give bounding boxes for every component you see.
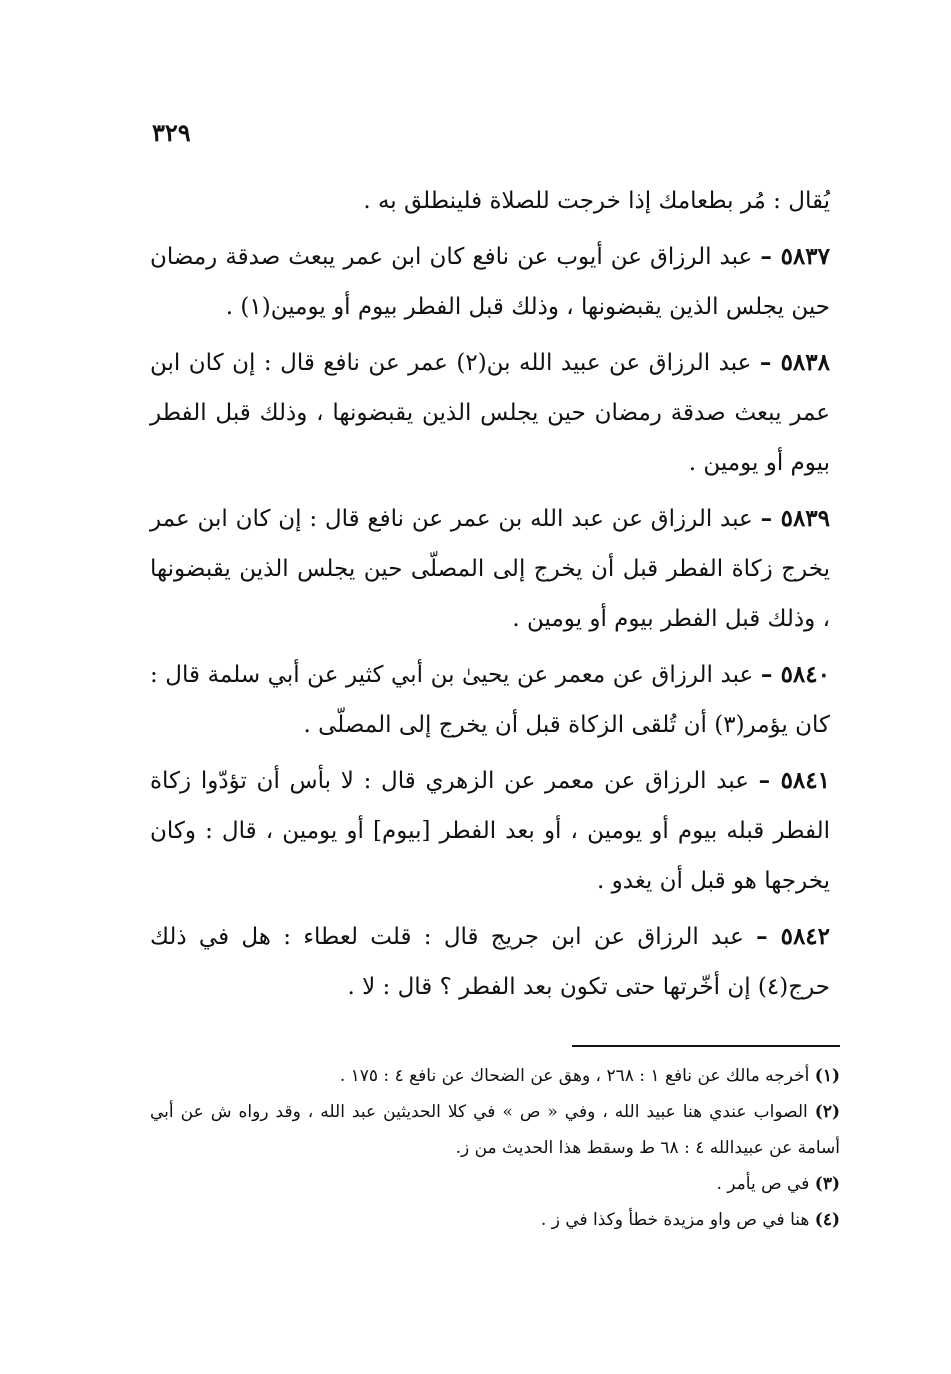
footnote-text: الصواب عندي هنا عبيد الله ، وفي « ص » في كلا الحديثين عبد الله ، وقد رواه ش عن أبي أسامة عن عبيدالله ٤ : ٦٨ ط وسقط هذا الحديث من ز. (150, 1102, 840, 1158)
hadith-paragraph (150, 494, 830, 644)
hadith-paragraph (150, 176, 830, 226)
footnote-number: (٢) (814, 1102, 840, 1122)
paragraph-text: عبد الرزاق عن ابن جريج قال : قلت لعطاء : هل في ذلك حرج(٤) إن أخّرتها حتى تكون بعد الفطر ؟ قال : لا . (150, 924, 830, 1000)
footnote (150, 1058, 840, 1094)
paragraph-text: يُقال : مُر بطعامك إذا خرجت للصلاة فلينطلق به . (363, 188, 830, 214)
footnote-text: أخرجه مالك عن نافع ١ : ٢٦٨ ، وهق عن الضحاك عن نافع ٤ : ١٧٥ . (339, 1066, 810, 1086)
footnote-number: (٣) (814, 1174, 840, 1194)
footnote-divider (572, 1045, 840, 1047)
hadith-paragraph (150, 650, 830, 750)
hadith-paragraph (150, 756, 830, 906)
footnote-number: (١) (814, 1066, 840, 1086)
hadith-number: ٥٨٣٩ – (760, 505, 831, 532)
hadith-paragraph (150, 232, 830, 332)
footnote-text: في ص يأمر . (716, 1174, 810, 1194)
hadith-number: ٥٨٤١ – (758, 767, 830, 794)
paragraph-text: عبد الرزاق عن عبد الله بن عمر عن نافع قال : إن كان ابن عمر يخرج زكاة الفطر قبل أن يخرج إلى المصلّى حين يجلس الذين يقبضونها ، وذلك قبل الفطر بيوم أو يومين . (150, 506, 830, 632)
footnote-text: هنا في ص واو مزيدة خطأ وكذا في ز . (540, 1210, 810, 1230)
footnotes (150, 1058, 840, 1238)
hadith-body (150, 176, 830, 1018)
hadith-paragraph (150, 912, 830, 1012)
paragraph-text: عبد الرزاق عن معمر عن الزهري قال : لا بأس أن تؤدّوا زكاة الفطر قبله بيوم أو يومين ، أو بعد الفطر [بيوم] أو يومين ، قال : وكان يخرجها هو قبل أن يغدو . (150, 768, 830, 894)
hadith-number: ٥٨٤٢ – (756, 923, 831, 950)
footnote (150, 1094, 840, 1166)
hadith-number: ٥٨٣٨ – (759, 349, 830, 376)
paragraph-text: عبد الرزاق عن أيوب عن نافع كان ابن عمر يبعث صدقة رمضان حين يجلس الذين يقبضونها ، وذلك قبل الفطر بيوم أو يومين(١) . (150, 244, 830, 320)
footnote-number: (٤) (814, 1210, 840, 1230)
hadith-number: ٥٨٣٧ – (760, 243, 830, 270)
footnote (150, 1202, 840, 1238)
page-number: ٣٢٩ (152, 118, 191, 147)
paragraph-text: عبد الرزاق عن معمر عن يحيىٰ بن أبي كثير عن أبي سلمة قال : كان يؤمر(٣) أن تُلقى الزكاة قبل أن يخرج إلى المصلّى . (150, 662, 830, 738)
hadith-paragraph (150, 338, 830, 488)
hadith-number: ٥٨٤٠ – (760, 661, 830, 688)
paragraph-text: عبد الرزاق عن عبيد الله بن(٢) عمر عن نافع قال : إن كان ابن عمر يبعث صدقة رمضان حين يجلس الذين يقبضونها ، وذلك قبل الفطر بيوم أو يومين . (150, 350, 830, 476)
footnote (150, 1166, 840, 1202)
